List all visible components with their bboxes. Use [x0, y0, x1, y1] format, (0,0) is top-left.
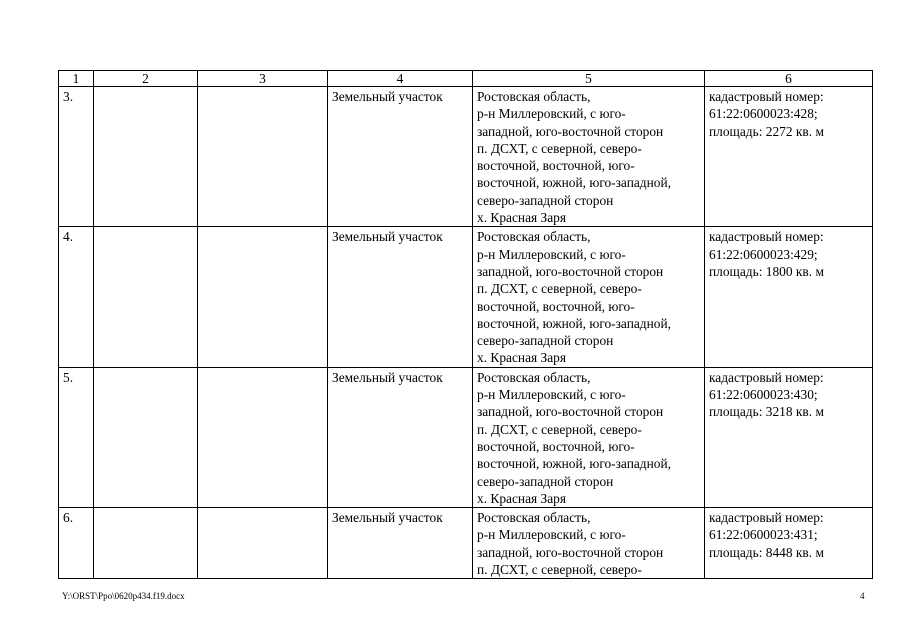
address-line: восточной, восточной, юго- — [477, 298, 635, 314]
table-row — [59, 227, 873, 367]
address-line: р-н Миллеровский, с юго- — [477, 246, 626, 262]
address-line: западной, юго-восточной сторон — [477, 404, 664, 420]
address-line: северо-западной сторон — [477, 333, 614, 349]
address-line: р-н Миллеровский, с юго- — [477, 387, 626, 403]
cadastral-line: кадастровый номер: — [709, 229, 824, 245]
column-number-cell: 2 — [94, 71, 198, 87]
column-3-cell — [198, 227, 328, 367]
column-number-cell: 4 — [328, 71, 473, 87]
table-row — [59, 508, 873, 579]
table-body — [59, 71, 873, 579]
column-number-cell: 5 — [473, 71, 705, 87]
cadastral-line: площадь: 3218 кв. м — [709, 404, 824, 420]
row-number-cell: 4. — [59, 227, 94, 367]
cadastral-line: 61:22:0600023:430; — [709, 387, 818, 403]
address-line: западной, юго-восточной сторон — [477, 544, 664, 560]
table-row — [59, 87, 873, 227]
column-3-cell — [198, 87, 328, 227]
address-line: Ростовская область, — [477, 89, 591, 104]
cadastral-line: кадастровый номер: — [709, 510, 824, 526]
address-line: Ростовская область, — [477, 229, 591, 245]
address-line: западной, юго-восточной сторон — [477, 263, 664, 279]
cadastral-info-cell — [705, 367, 873, 507]
cadastral-line: 61:22:0600023:429; — [709, 246, 818, 262]
table-row — [59, 367, 873, 507]
column-3-cell — [198, 508, 328, 579]
address-line: п. ДСХТ, с северной, северо- — [477, 562, 642, 578]
object-type-cell: Земельный участок — [328, 367, 473, 507]
column-2-cell — [94, 87, 198, 227]
cadastral-info-cell — [705, 87, 873, 227]
cadastral-info-cell — [705, 227, 873, 367]
address-cell — [473, 508, 705, 579]
cadastral-line: кадастровый номер: — [709, 89, 824, 104]
column-number-cell: 6 — [705, 71, 873, 87]
object-type-cell: Земельный участок — [328, 227, 473, 367]
address-line: п. ДСХТ, с северной, северо- — [477, 421, 642, 437]
address-line: р-н Миллеровский, с юго- — [477, 527, 626, 543]
cadastral-line: кадастровый номер: — [709, 369, 824, 385]
column-number-cell: 3 — [198, 71, 328, 87]
column-number-row — [59, 71, 873, 87]
address-line: р-н Миллеровский, с юго- — [477, 106, 626, 122]
object-type-cell: Земельный участок — [328, 508, 473, 579]
address-line: п. ДСХТ, с северной, северо- — [477, 140, 642, 156]
row-number-cell: 3. — [59, 87, 94, 227]
cadastral-line: площадь: 8448 кв. м — [709, 544, 824, 560]
address-line: х. Красная Заря — [477, 350, 567, 366]
address-line: западной, юго-восточной сторон — [477, 123, 664, 139]
footer-file-path: Y:\ORST\Ppo\0620p434.f19.docx — [62, 591, 185, 601]
address-line: восточной, восточной, юго- — [477, 158, 635, 174]
cadastral-line: площадь: 2272 кв. м — [709, 123, 824, 139]
column-number-cell: 1 — [59, 71, 94, 87]
address-cell — [473, 227, 705, 367]
address-line: Ростовская область, — [477, 369, 591, 385]
address-cell — [473, 367, 705, 507]
property-table — [58, 70, 873, 579]
row-number-cell: 6. — [59, 508, 94, 579]
column-2-cell — [94, 508, 198, 579]
address-line: х. Красная Заря — [477, 490, 567, 506]
column-3-cell — [198, 367, 328, 507]
cadastral-line: 61:22:0600023:431; — [709, 527, 818, 543]
address-line: восточной, восточной, юго- — [477, 438, 635, 454]
address-line: северо-западной сторон — [477, 473, 614, 489]
address-line: восточной, южной, юго-западной, — [477, 175, 671, 191]
address-line: восточной, южной, юго-западной, — [477, 456, 671, 472]
row-number-cell: 5. — [59, 367, 94, 507]
column-2-cell — [94, 227, 198, 367]
column-2-cell — [94, 367, 198, 507]
page-number: 4 — [860, 591, 865, 601]
cadastral-info-cell — [705, 508, 873, 579]
address-line: северо-западной сторон — [477, 192, 614, 208]
object-type-cell: Земельный участок — [328, 87, 473, 227]
address-cell — [473, 87, 705, 227]
address-line: восточной, южной, юго-западной, — [477, 315, 671, 331]
address-line: х. Красная Заря — [477, 210, 567, 226]
cadastral-line: 61:22:0600023:428; — [709, 106, 818, 122]
address-line: Ростовская область, — [477, 510, 591, 526]
address-line: п. ДСХТ, с северной, северо- — [477, 281, 642, 297]
cadastral-line: площадь: 1800 кв. м — [709, 263, 824, 279]
